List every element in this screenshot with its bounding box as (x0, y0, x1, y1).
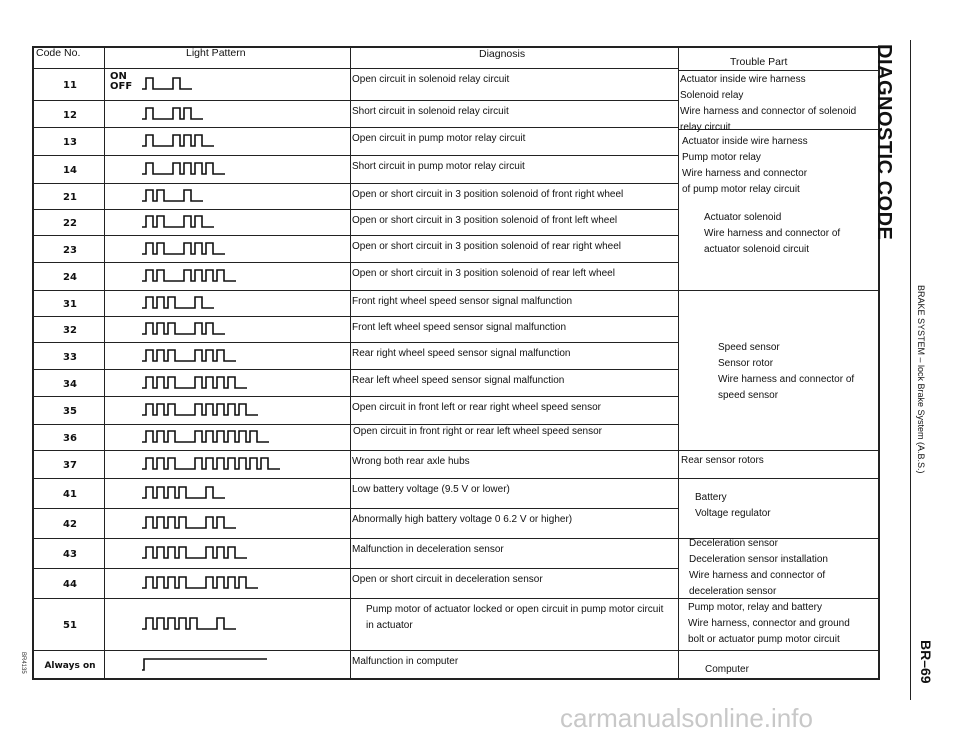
light-pattern-wave (142, 240, 225, 257)
trouble-divider (678, 450, 880, 451)
trouble-part-line: Deceleration sensor (689, 538, 778, 549)
row-divider (32, 424, 678, 425)
code-number: 31 (63, 299, 77, 310)
code-number: 41 (63, 489, 77, 500)
light-pattern-wave (142, 374, 247, 391)
trouble-part-line: Actuator solenoid (704, 212, 782, 223)
diagnosis-text: Front left wheel speed sensor signal malfunction (352, 322, 567, 333)
light-pattern-wave (142, 401, 258, 418)
page-number: BR–69 (918, 640, 934, 684)
light-pattern-wave (142, 187, 203, 204)
diagnosis-text: Wrong both rear axle hubs (352, 456, 470, 467)
light-pattern-wave (142, 347, 236, 364)
diagnosis-text: Open or short circuit in deceleration sensor (352, 574, 543, 585)
trouble-part-line: speed sensor (718, 390, 779, 401)
trouble-part-line: Rear sensor rotors (681, 455, 764, 466)
wave-off-label: OFF (110, 81, 133, 92)
light-pattern-wave (142, 574, 258, 591)
code-number: 44 (63, 579, 77, 590)
row-divider (32, 290, 678, 291)
trouble-divider (678, 290, 880, 291)
column-divider (350, 47, 351, 680)
diagnosis-text: Open or short circuit in 3 position solenoid of rear left wheel (352, 268, 615, 279)
code-number: 35 (63, 406, 77, 417)
row-divider (32, 235, 678, 236)
diagnosis-text: Abnormally high battery voltage 0 6.2 V or higher) (352, 514, 573, 525)
code-number: 36 (63, 433, 77, 444)
light-pattern-wave (142, 514, 236, 531)
trouble-divider (678, 650, 880, 651)
code-number: 51 (63, 620, 77, 631)
code-number: 21 (63, 192, 77, 203)
side-rule (910, 40, 911, 700)
section-title: DIAGNOSTIC CODE (873, 44, 895, 241)
code-number: 22 (63, 218, 77, 229)
trouble-part-line: Actuator inside wire harness (680, 74, 806, 85)
diagnosis-text: Rear left wheel speed sensor signal malfunction (352, 375, 565, 386)
row-divider (32, 342, 678, 343)
row-divider (32, 538, 678, 539)
trouble-part-line: Speed sensor (718, 342, 780, 353)
row-divider (32, 262, 678, 263)
code-number: 34 (63, 378, 77, 390)
row-divider (32, 568, 678, 569)
column-divider (104, 47, 105, 680)
diagnosis-text: Open or short circuit in 3 position solenoid of rear right wheel (352, 241, 622, 252)
light-pattern-wave (142, 75, 192, 92)
trouble-part-line: Wire harness and connector of (689, 570, 826, 581)
row-divider (32, 508, 678, 509)
code-number: 32 (63, 325, 77, 336)
header-diagnosis: Diagnosis (479, 48, 526, 60)
trouble-part-line: Actuator inside wire harness (682, 136, 808, 147)
header-light-pattern: Light Pattern (186, 47, 246, 59)
trouble-part-line: relay circuit (680, 122, 731, 133)
light-pattern-wave (142, 160, 225, 177)
trouble-part-line: Wire harness and connector of (704, 228, 841, 239)
row-divider (32, 183, 678, 184)
trouble-part-line: Pump motor relay (682, 152, 761, 163)
trouble-part-line: bolt or actuator pump motor circuit (688, 634, 840, 645)
trouble-part-line: Battery (695, 492, 727, 503)
row-divider (32, 598, 678, 599)
diagnosis-text: Open circuit in front right or rear left wheel speed sensor (353, 426, 603, 437)
diagnosis-text: Short circuit in solenoid relay circuit (352, 106, 509, 117)
row-divider (32, 155, 678, 156)
code-number: Always on (44, 661, 96, 671)
diagnosis-text: Malfunction in computer (352, 656, 459, 667)
trouble-divider (678, 478, 880, 479)
light-pattern-wave (142, 484, 225, 501)
diagnosis-text: Short circuit in pump motor relay circuit (352, 161, 525, 172)
diagnosis-text: Open or short circuit in 3 position solenoid of front right wheel (352, 189, 624, 200)
figure-id: BR4135 (20, 652, 26, 674)
diagnosis-text: Open circuit in front left or rear right wheel speed sensor (352, 402, 602, 413)
section-subtitle: BRAKE SYSTEM – lock Brake System (A.B.S.) (916, 285, 926, 474)
trouble-part-line: Sensor rotor (718, 358, 774, 369)
header-trouble-part: Trouble Part (730, 56, 788, 68)
light-pattern-wave (142, 428, 269, 445)
code-number: 23 (63, 244, 77, 256)
code-number: 33 (63, 351, 77, 363)
header-code-no: Code No. (36, 47, 81, 59)
trouble-part-line: Wire harness and connector of (718, 374, 855, 385)
diagnosis-text: Malfunction in deceleration sensor (352, 544, 504, 555)
trouble-part-line: actuator solenoid circuit (704, 244, 810, 255)
row-divider (32, 396, 678, 397)
header-divider (32, 68, 678, 69)
code-number: 12 (63, 109, 77, 121)
diagnosis-text: Rear right wheel speed sensor signal malfunction (352, 348, 571, 359)
row-divider (32, 316, 678, 317)
light-pattern-wave (142, 320, 225, 337)
trouble-part-line: Wire harness and connector (682, 168, 808, 179)
trouble-part-line: Voltage regulator (695, 508, 771, 519)
trouble-part-line: Computer (705, 664, 749, 675)
trouble-part-line: Deceleration sensor installation (689, 554, 828, 565)
column-divider (678, 47, 679, 680)
row-divider (32, 369, 678, 370)
diagnosis-text: Low battery voltage (9.5 V or lower) (352, 484, 510, 495)
light-pattern-wave (142, 105, 203, 122)
code-number: 11 (63, 80, 77, 91)
wave-on-label: ON (110, 71, 127, 82)
diagnosis-text: Open or short circuit in 3 position solenoid of front left wheel (352, 215, 618, 226)
row-divider (32, 450, 678, 451)
trouble-part-line: Solenoid relay (680, 90, 744, 101)
trouble-part-line: Pump motor, relay and battery (688, 602, 822, 613)
trouble-part-line: of pump motor relay circuit (682, 184, 800, 195)
row-divider (32, 650, 678, 651)
row-divider (32, 100, 678, 101)
trouble-part-line: deceleration sensor (689, 586, 777, 597)
trouble-part-line: Wire harness and connector of solenoid (680, 106, 857, 117)
code-number: 14 (63, 165, 77, 176)
light-pattern-wave (142, 213, 214, 230)
row-divider (32, 209, 678, 210)
diagnosis-text: Front right wheel speed sensor signal malfunction (352, 296, 573, 307)
code-number: 13 (63, 137, 77, 148)
light-pattern-wave (142, 455, 280, 472)
code-number: 37 (63, 460, 77, 471)
row-divider (32, 127, 678, 128)
header-divider (678, 70, 880, 71)
light-pattern-wave (142, 656, 270, 673)
code-number: 43 (63, 549, 77, 560)
code-number: 24 (63, 272, 77, 283)
watermark: carmanualsonline.info (560, 703, 813, 733)
row-divider (32, 478, 678, 479)
trouble-part-line: Wire harness, connector and ground (688, 618, 850, 629)
diagnosis-text: Open circuit in pump motor relay circuit (352, 133, 526, 144)
diagnosis-text: Pump motor of actuator locked or open circuit in pump motor circuit in actuator (366, 604, 664, 631)
diagnosis-text: Open circuit in solenoid relay circuit (352, 74, 510, 85)
light-pattern-wave (142, 294, 214, 311)
light-pattern-wave (142, 615, 236, 632)
code-number: 42 (63, 519, 77, 530)
light-pattern-wave (142, 132, 214, 149)
light-pattern-wave (142, 544, 247, 561)
light-pattern-wave (142, 267, 236, 284)
